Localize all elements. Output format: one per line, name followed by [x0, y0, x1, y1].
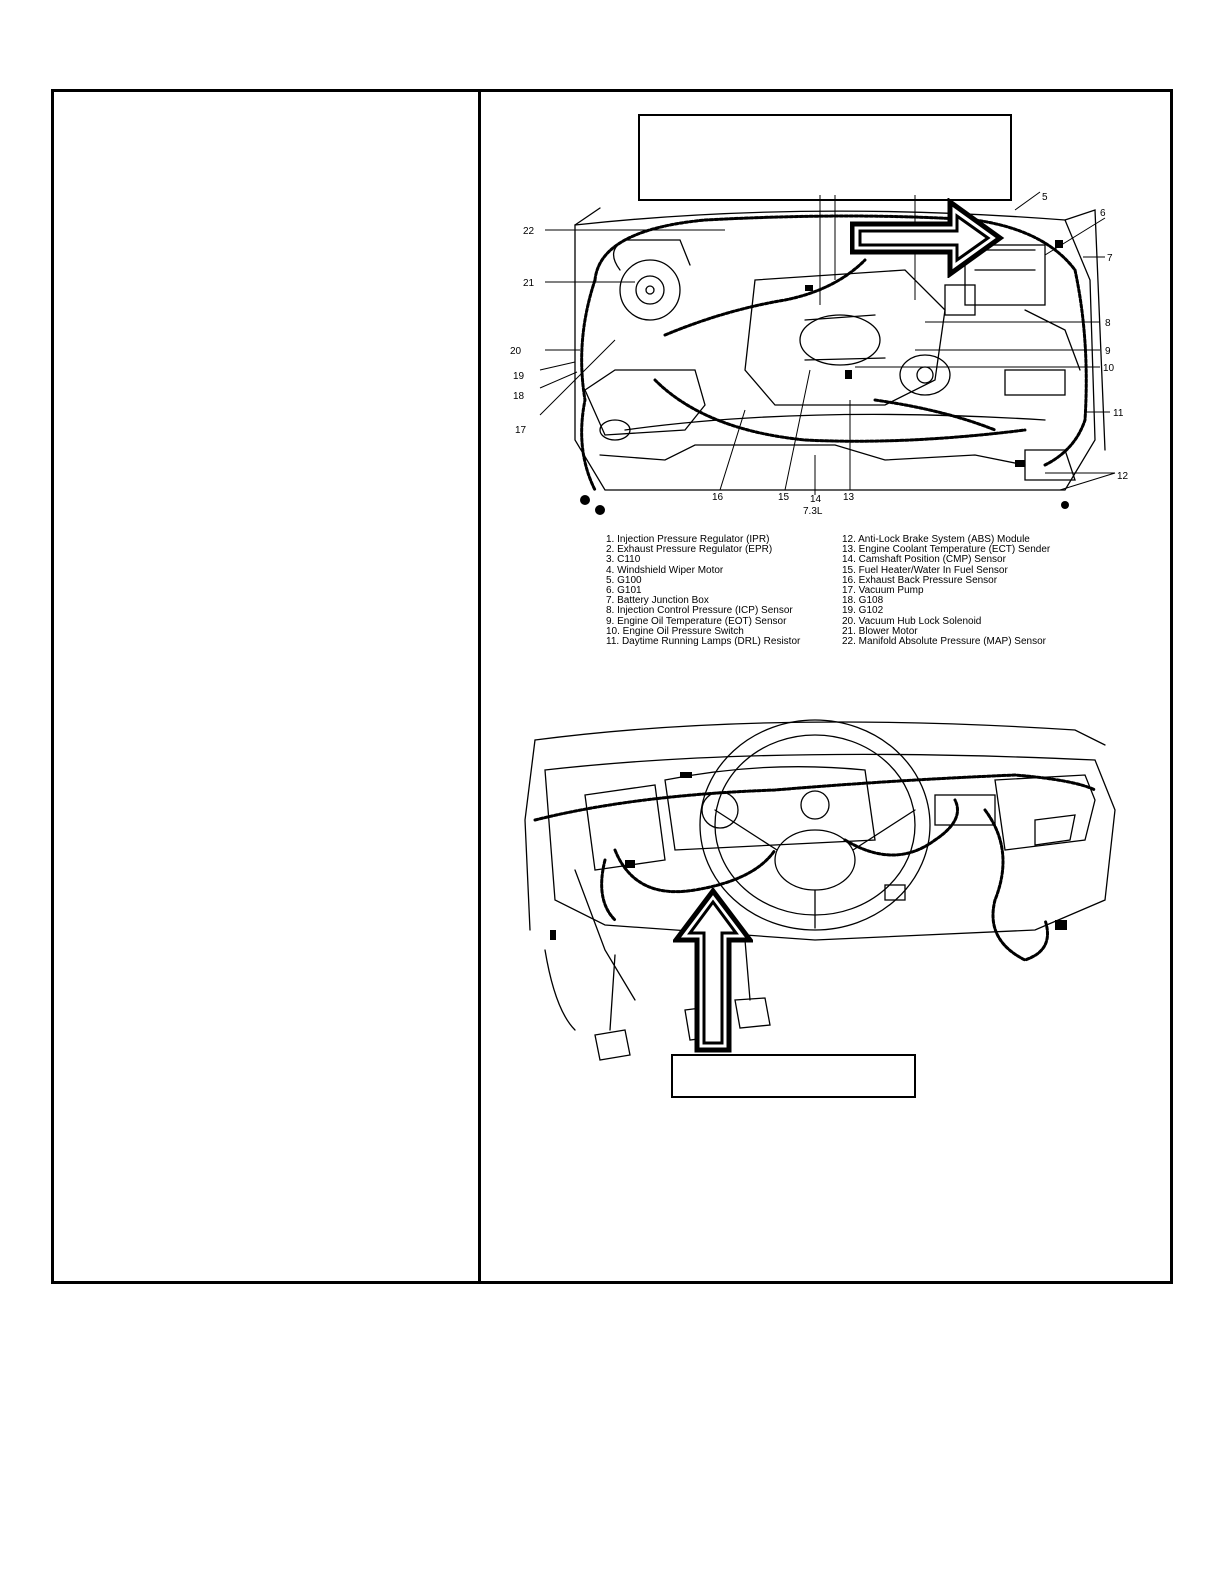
callout-6: 6: [1100, 208, 1106, 219]
engine-legend-left: [606, 535, 800, 647]
legend-item: 4. Windshield Wiper Motor: [606, 564, 724, 576]
legend-item: 16. Exhaust Back Pressure Sensor: [842, 574, 998, 586]
legend-item: 17. Vacuum Pump: [842, 585, 924, 597]
callout-14: 14: [810, 494, 822, 505]
legend-item: 15. Fuel Heater/Water In Fuel Sensor: [842, 564, 1008, 576]
legend-item: 6. G101: [606, 585, 642, 597]
legend-item: 3. C110: [606, 554, 641, 566]
callout-12: 12: [1117, 471, 1129, 482]
callout-20: 20: [510, 346, 522, 357]
legend-item: 13. Engine Coolant Temperature (ECT) Sender: [842, 544, 1051, 556]
callout-8: 8: [1105, 318, 1111, 329]
callout-17: 17: [515, 425, 527, 436]
instrument-cluster: [665, 767, 875, 850]
legend-item: 2. Exhaust Pressure Regulator (EPR): [606, 544, 773, 556]
callout-5: 5: [1042, 192, 1048, 203]
legend-item: 14. Camshaft Position (CMP) Sensor: [842, 554, 1006, 566]
callout-18: 18: [513, 391, 525, 402]
legend-item: 9. Engine Oil Temperature (EOT) Sensor: [606, 615, 787, 627]
legend-item: 10. Engine Oil Pressure Switch: [606, 625, 744, 637]
callout-16: 16: [712, 492, 724, 503]
left-text-cell: [54, 92, 478, 1281]
legend-item: 7. Battery Junction Box: [606, 595, 709, 607]
engine-callout-box: [638, 114, 1012, 201]
callout-15: 15: [778, 492, 790, 503]
column-divider: [478, 89, 481, 1284]
callout-11: 11: [1113, 408, 1124, 419]
legend-item: 21. Blower Motor: [842, 625, 918, 637]
engine-compartment-diagram: [505, 190, 1155, 530]
right-arrow: [850, 198, 1010, 278]
legend-item: 22. Manifold Absolute Pressure (MAP) Sensor: [842, 636, 1046, 648]
callout-22: 22: [523, 226, 535, 237]
dashboard-diagram: [515, 700, 1135, 1080]
dash-harness: [535, 775, 1095, 820]
wiring-harness-top: [595, 216, 1086, 465]
up-arrow: [673, 888, 753, 1053]
legend-item: 11. Daytime Running Lamps (DRL) Resistor: [606, 636, 801, 648]
callout-21: 21: [523, 278, 535, 289]
callout-19: 19: [513, 371, 525, 382]
legend-item: 5. G100: [606, 574, 642, 586]
legend-item: 18. G108: [842, 595, 884, 607]
callout-9: 9: [1105, 346, 1111, 357]
legend-item: 12. Anti-Lock Brake System (ABS) Module: [842, 534, 1030, 545]
legend-item: 20. Vacuum Hub Lock Solenoid: [842, 615, 982, 627]
legend-item: 19. G102: [842, 605, 884, 617]
engine-size-label: 7.3L: [803, 506, 823, 517]
legend-item: 8. Injection Control Pressure (ICP) Sensor: [606, 605, 793, 617]
callout-7: 7: [1107, 253, 1113, 264]
engine-legend-right: [842, 535, 1050, 647]
callout-10: 10: [1103, 363, 1115, 374]
legend-item: 1. Injection Pressure Regulator (IPR): [606, 534, 770, 545]
callout-13: 13: [843, 492, 855, 503]
blower-motor: [620, 260, 680, 320]
dashboard-callout-box: [671, 1054, 916, 1098]
